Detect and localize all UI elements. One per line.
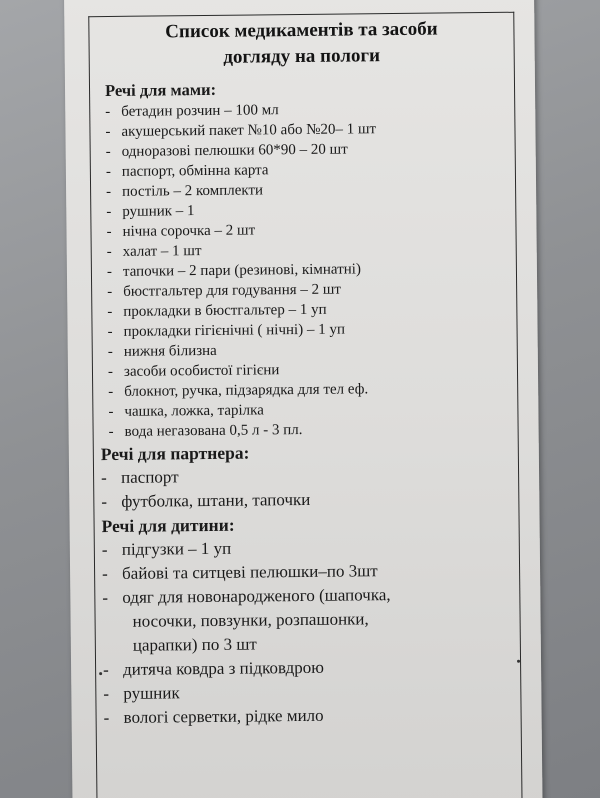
mother-item-list bbox=[105, 98, 499, 442]
title-line-1: Список медикаментів та засоби bbox=[165, 18, 438, 43]
list-bullet: - bbox=[106, 263, 113, 281]
paper-speck bbox=[99, 672, 102, 675]
list-item-text: футболка, штани, тапочки bbox=[121, 489, 311, 511]
list-bullet: - bbox=[107, 343, 113, 361]
list-bullet: - bbox=[100, 468, 107, 488]
list-bullet: - bbox=[107, 363, 114, 381]
list-item-text: постіль – 2 комплекти bbox=[122, 182, 264, 200]
list-item-text: одяг для новонародженого (шапочка, bbox=[122, 585, 391, 607]
list-item-text: вологі серветки, рідке мило bbox=[123, 705, 324, 727]
list-bullet: - bbox=[102, 588, 109, 608]
section-heading-mother: Речі для мами: bbox=[104, 79, 217, 101]
list-item-text: акушерський пакет №10 або №20– 1 шт bbox=[121, 121, 377, 140]
list-item-text: прокладки в бюстгальтер – 1 уп bbox=[123, 301, 327, 320]
list-bullet: - bbox=[107, 283, 113, 301]
list-bullet: - bbox=[106, 203, 112, 221]
list-item-text: бюстгальтер для годування – 2 шт bbox=[123, 281, 342, 300]
list-bullet: - bbox=[108, 383, 114, 401]
list-item-text: блокнот, ручка, підзарядка для тел еф. bbox=[124, 381, 369, 400]
list-bullet: - bbox=[103, 708, 110, 728]
list-item-text: рушник – 1 bbox=[122, 203, 195, 220]
list-bullet: - bbox=[102, 564, 108, 584]
list-item-text: рушник bbox=[123, 683, 180, 703]
list-item-continuation: царапки) по 3 шт bbox=[132, 634, 257, 655]
checklist bbox=[100, 76, 502, 730]
list-item-text: нижня білизна bbox=[123, 342, 217, 360]
list-item-text: паспорт bbox=[120, 467, 179, 487]
list-item-text: засоби особистої гігієни bbox=[123, 362, 280, 380]
list-item-text: паспорт, обмінна карта bbox=[121, 162, 269, 180]
list-item-text: халат – 1 шт bbox=[122, 243, 202, 260]
list-bullet: - bbox=[105, 163, 111, 181]
section-heading-baby: Речі для дитини: bbox=[101, 514, 235, 537]
list-bullet: - bbox=[101, 540, 108, 560]
baby-item-list bbox=[102, 534, 502, 730]
paper-sheet bbox=[64, 0, 543, 798]
list-bullet: - bbox=[105, 123, 111, 141]
list-item-text: тапочки – 2 пари (резинові, кімнатні) bbox=[122, 261, 361, 280]
list-item-text: одноразові пелюшки 60*90 – 20 шт bbox=[121, 141, 348, 160]
list-bullet: - bbox=[108, 423, 114, 441]
list-item-text: нічна сорочка – 2 шт bbox=[122, 222, 256, 240]
list-item-text: підгузки – 1 уп bbox=[121, 538, 232, 559]
list-bullet: - bbox=[105, 103, 111, 121]
title-line-2: догляду на пологи bbox=[223, 45, 381, 68]
list-item-text: прокладки гігієнічні ( нічні) – 1 уп bbox=[123, 321, 346, 340]
list-item-text: дитяча ковдра з підковдрою bbox=[123, 657, 325, 679]
list-bullet: - bbox=[108, 403, 114, 421]
section-partner bbox=[101, 438, 500, 514]
list-bullet: - bbox=[106, 243, 112, 261]
list-bullet: - bbox=[106, 183, 112, 201]
list-bullet: - bbox=[101, 492, 108, 512]
section-partner-and-baby bbox=[100, 438, 502, 730]
list-item-text: бетадин розчин – 100 мл bbox=[121, 102, 279, 120]
section-mother bbox=[105, 76, 499, 442]
list-bullet: - bbox=[107, 303, 113, 321]
section-heading-partner: Речі для партнера: bbox=[100, 442, 250, 465]
list-bullet: - bbox=[105, 143, 111, 161]
list-item-text: байові та ситцеві пелюшки–по 3шт bbox=[121, 561, 378, 583]
list-bullet: - bbox=[103, 684, 110, 704]
paper-speck bbox=[517, 660, 520, 663]
list-item-text: чашка, ложка, тарілка bbox=[124, 402, 264, 420]
list-bullet: - bbox=[106, 223, 112, 241]
list-item bbox=[103, 702, 501, 730]
section-baby bbox=[101, 510, 501, 730]
partner-item-list bbox=[101, 462, 499, 514]
list-item-text: вода негазована 0,5 л - 3 пл. bbox=[124, 421, 303, 440]
list-bullet: - bbox=[103, 660, 109, 680]
list-bullet: - bbox=[107, 323, 113, 341]
list-item-continuation: носочки, повзунки, розпашонки, bbox=[132, 609, 369, 631]
document-title bbox=[89, 13, 514, 72]
